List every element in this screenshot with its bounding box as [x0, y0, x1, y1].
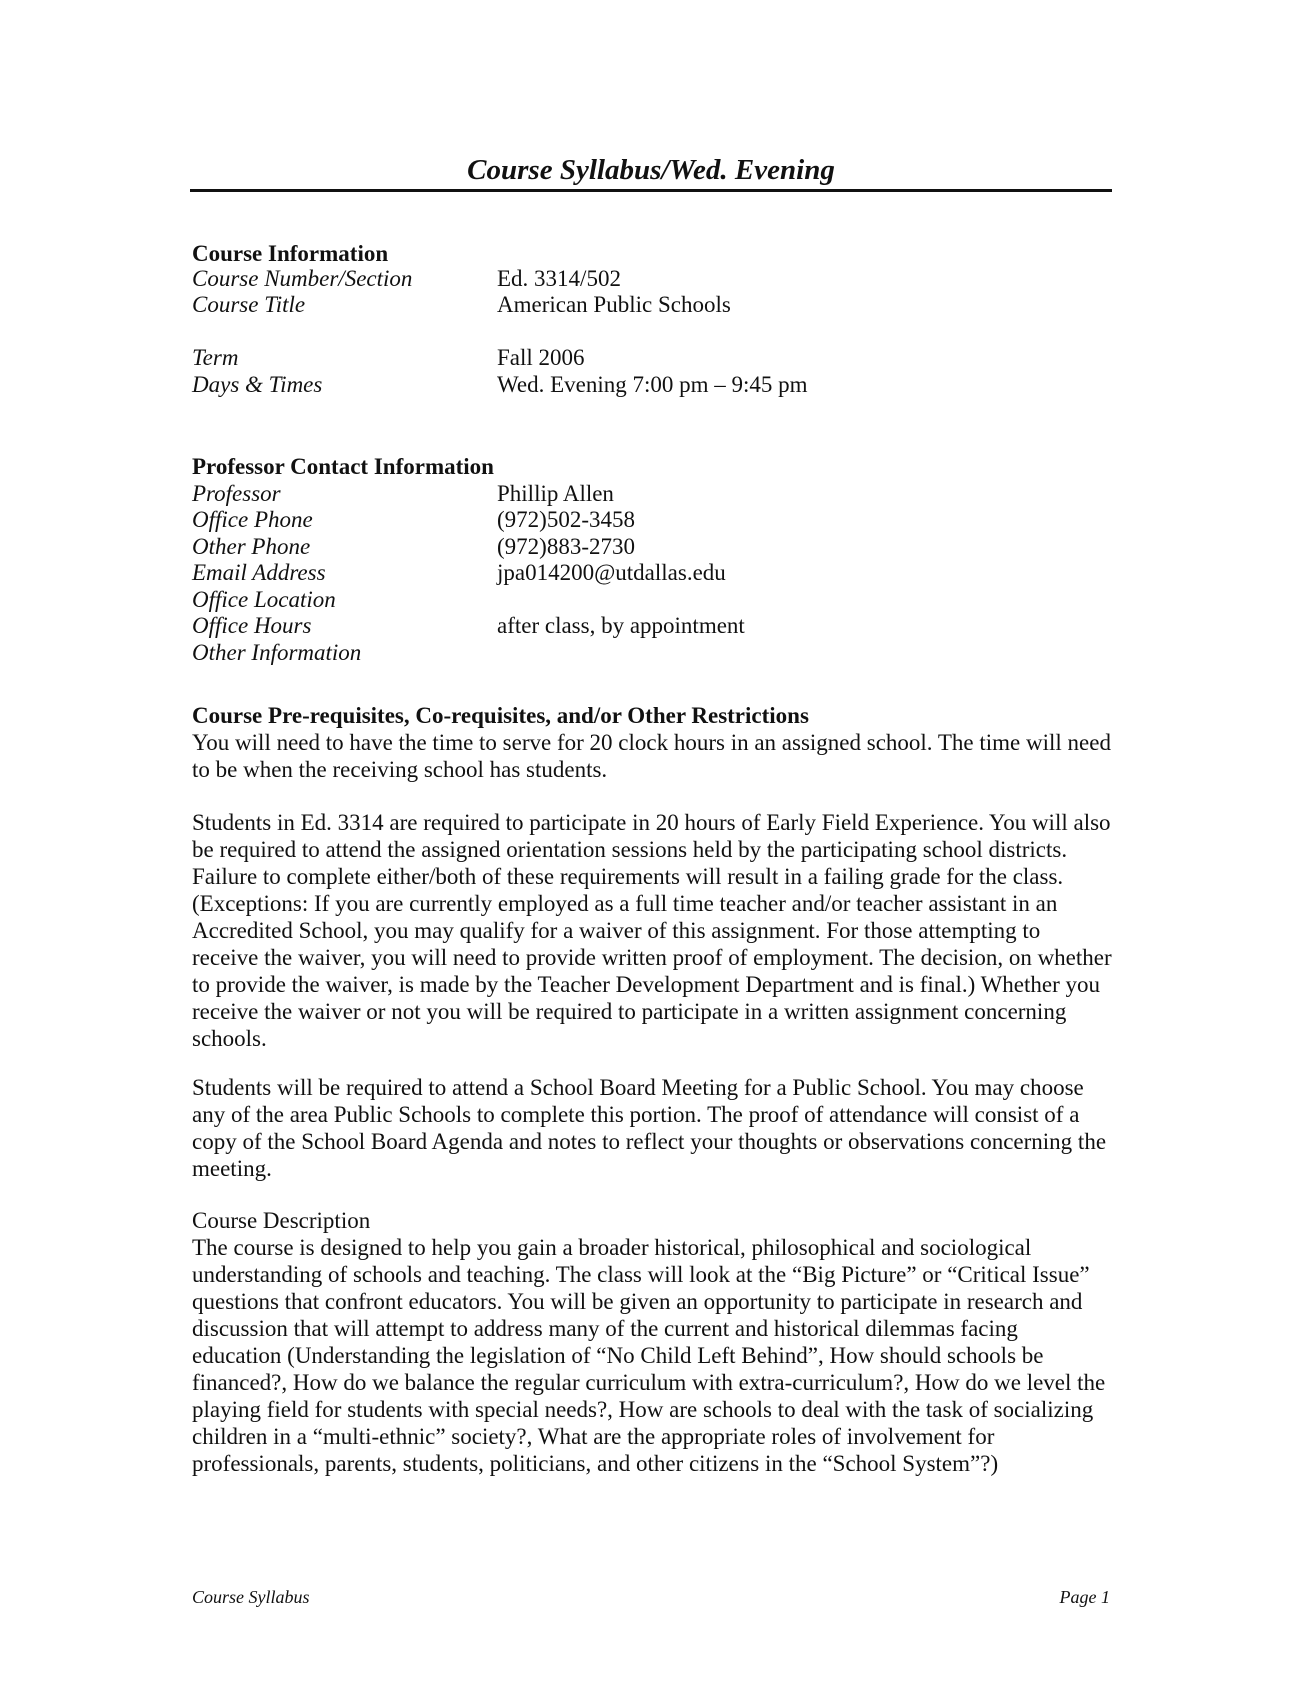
field-value: Phillip Allen — [497, 481, 614, 506]
field-label: Professor — [192, 481, 281, 506]
professor-row — [192, 480, 1112, 507]
days-times-row — [192, 371, 1112, 398]
course-number-row — [192, 265, 1112, 292]
field-label: Other Information — [192, 640, 362, 665]
field-value: American Public Schools — [497, 292, 731, 317]
field-label: Email Address — [192, 560, 326, 585]
other-phone-row — [192, 533, 1112, 560]
field-label: Office Hours — [192, 613, 312, 638]
prerequisites-paragraph: You will need to have the time to serve for 20 clock hours in an assigned school. The time will need to be when the receiving school has students. — [192, 730, 1111, 782]
field-label: Days & Times — [192, 372, 323, 397]
field-experience-paragraph: Students in Ed. 3314 are required to participate in 20 hours of Early Field Experience. You will also be required to attend the assigned orientation sessions held by the participating school districts. Failure to complete either/both of these requirements will result in a failing grade for the class. (Exceptions: If you are currently employed as a full time teacher and/or teacher assistant in an Accredited School, you may qualify for a waiver of this assignment. For those attempting to receive the waiver, you will need to provide written proof of employment. The decision, on whether to provide the waiver, is made by the Teacher Development Department and is final.) Whether you receive the waiver or not you will be required to participate in a written assignment concerning schools. — [192, 810, 1112, 1051]
footer-doc-name: Course Syllabus — [192, 1587, 310, 1607]
course-description-heading: Course Description — [192, 1208, 371, 1233]
course-title-row — [192, 291, 1112, 318]
field-label: Course Number/Section — [192, 266, 413, 291]
email-value: jpa014200@utdallas.edu — [497, 560, 726, 585]
footer-page-number: Page 1 — [1059, 1587, 1110, 1607]
prerequisites-heading: Course Pre-requisites, Co-requisites, and/or Other Restrictions — [192, 703, 809, 728]
email-row — [192, 559, 1112, 586]
office-phone-row — [192, 506, 1112, 533]
course-description-paragraph: The course is designed to help you gain a broader historical, philosophical and sociological understanding of schools and teaching. The class will look at the “Big Picture” or “Critical Issue” questions that confront educators. You will be given an opportunity to participate in research and discussion that will attempt to address many of the current and historical dilemmas facing education (Understanding the legislation of “No Child Left Behind”, How should schools be financed?, How do we balance the regular curriculum with extra-curriculum?, How do we level the playing field for students with special needs?, How are schools to deal with the task of socializing children in a “multi-ethnic” society?, What are the appropriate roles of involvement for professionals, parents, students, politicians, and other citizens in the “School System”?) — [192, 1235, 1106, 1476]
term-row — [192, 344, 1112, 371]
field-label: Term — [192, 345, 239, 370]
professor-contact-heading: Professor Contact Information — [192, 454, 494, 479]
field-value: after class, by appointment — [497, 613, 745, 638]
field-label: Office Phone — [192, 507, 313, 532]
field-value: (972)502-3458 — [497, 507, 635, 532]
school-board-paragraph: Students will be required to attend a School Board Meeting for a Public School. You may choose any of the area Public Schools to complete this portion. The proof of attendance will consist of a copy of the School Board Agenda and notes to reflect your thoughts or observations concerning the meeting. — [192, 1075, 1107, 1181]
course-information-heading: Course Information — [192, 241, 389, 266]
field-value: Fall 2006 — [497, 345, 585, 370]
title-underline — [190, 189, 1112, 192]
office-hours-row — [192, 612, 1112, 639]
other-information-row — [192, 639, 1112, 666]
field-label: Other Phone — [192, 534, 311, 559]
field-value: (972)883-2730 — [497, 534, 635, 559]
office-location-row — [192, 586, 1112, 613]
field-value: Ed. 3314/502 — [497, 266, 621, 291]
field-label: Office Location — [192, 587, 336, 612]
field-value: Wed. Evening 7:00 pm – 9:45 pm — [497, 372, 808, 397]
document-title: Course Syllabus/Wed. Evening — [467, 154, 835, 186]
field-label: Course Title — [192, 292, 306, 317]
